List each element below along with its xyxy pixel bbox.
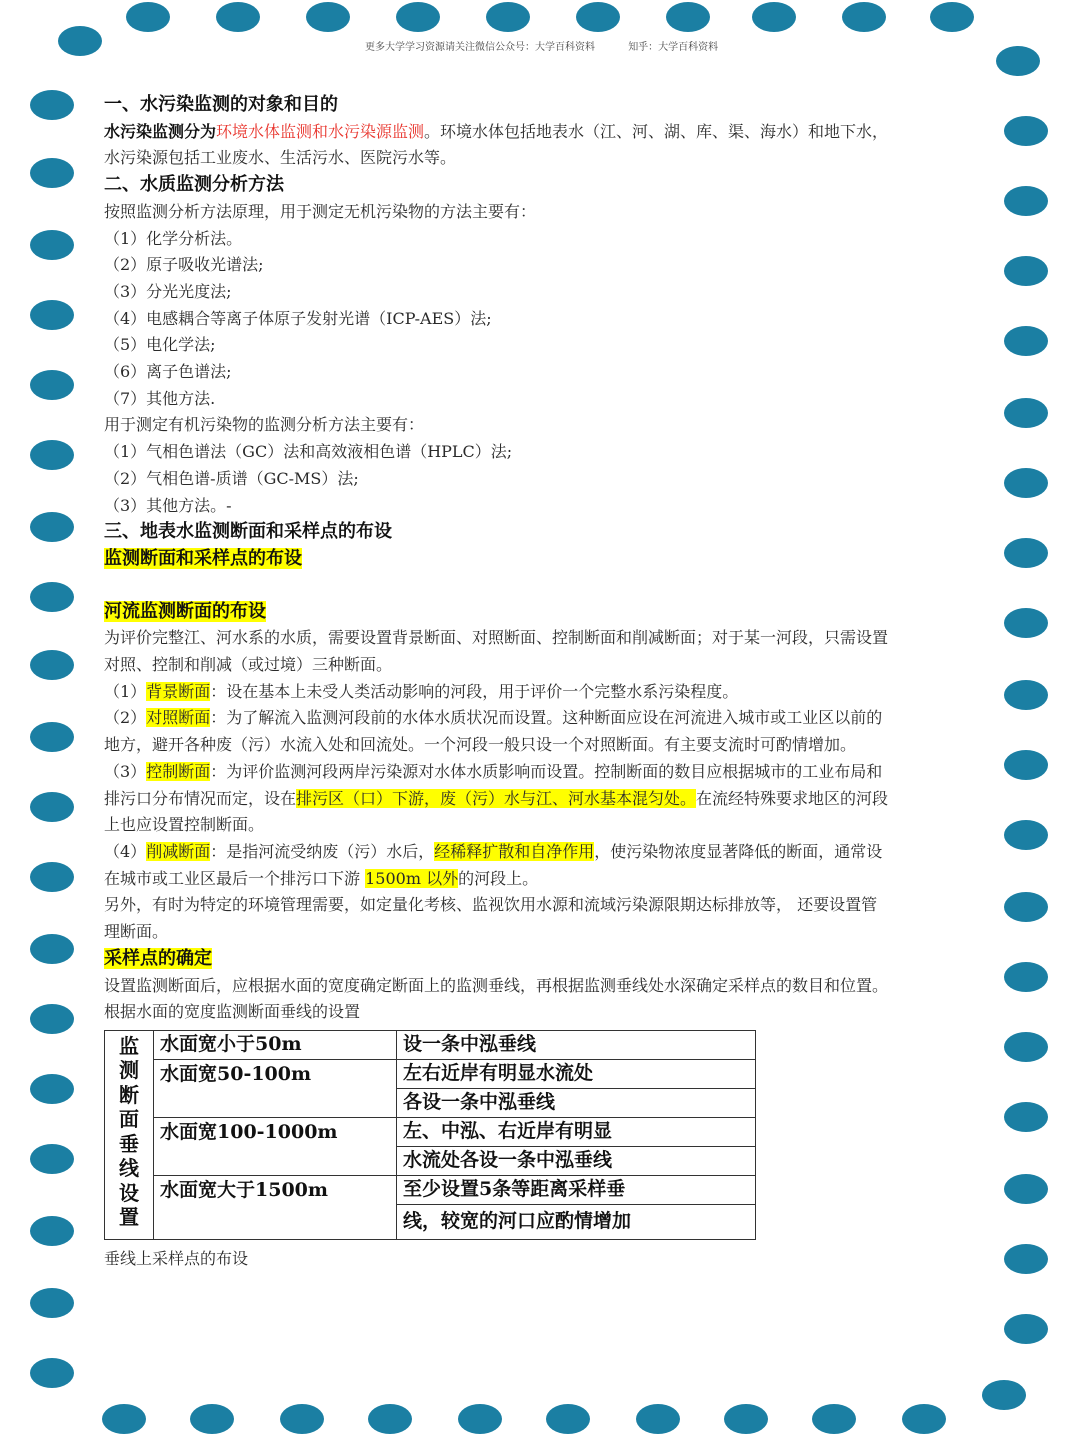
item-control-ref: [104, 705, 980, 732]
list-item: （2）原子吸收光谱法;: [104, 255, 264, 275]
organic-intro: 用于测定有机污染物的监测分析方法主要有：: [104, 415, 425, 435]
list-item: （2）气相色谱-质谱（GC-MS）法;: [104, 468, 359, 488]
border-dot: [30, 512, 74, 542]
subheading-sampling: 采样点的确定: [104, 947, 212, 969]
border-dot: [30, 90, 74, 120]
border-dot: [30, 300, 74, 330]
highlight-term: 控制断面: [146, 761, 211, 781]
footer-caption: 垂线上采样点的布设: [104, 1248, 249, 1268]
item-text-line: 上也应设置控制断面。: [104, 815, 265, 835]
list-item: （3）其他方法。-: [104, 495, 232, 515]
list-item: （7）其他方法.: [104, 388, 216, 408]
border-dot: [30, 722, 74, 752]
section-1-paragraph-2: 水污染源包括工业废水、生活污水、医院污水等。: [104, 148, 457, 168]
highlight-term: 对照断面: [146, 708, 211, 728]
border-dot: [1004, 1174, 1048, 1204]
header-right-text: 知乎：大学百科资料: [628, 42, 719, 53]
item-text: ，使污染物浓度显著降低的断面，通常设: [594, 841, 883, 861]
border-dot: [216, 2, 260, 32]
border-dot: [30, 1004, 74, 1034]
item-text: ：为评价监测河段两岸污染源对水体水质影响而设置。控制断面的数目应根据城市的工业布局和: [210, 761, 883, 781]
s1-lead: 水污染监测分为: [104, 121, 217, 141]
item-num: （2）: [104, 708, 147, 728]
border-dot: [1004, 256, 1048, 286]
border-dot: [1004, 538, 1048, 568]
table-cell-rule: 至少设置5条等距离采样垂: [397, 1175, 756, 1204]
border-dot: [30, 230, 74, 260]
border-dot: [666, 2, 710, 32]
item-text: ：为了解流入监测河段前的水体水质状况而设置。这种断面应设在河流进入城市或工业区以前的: [210, 708, 883, 728]
item-reduction: [104, 839, 980, 866]
side-char: 设: [119, 1180, 139, 1205]
border-dot: [458, 1404, 502, 1434]
border-dot: [812, 1404, 856, 1434]
side-char: 面: [119, 1107, 139, 1132]
sampling-paragraph-2: 根据水面的宽度监测断面垂线的设置: [104, 1002, 361, 1022]
border-dot: [752, 2, 796, 32]
border-dot: [724, 1404, 768, 1434]
highlight-term: 削减断面: [146, 841, 211, 861]
border-dot: [1004, 186, 1048, 216]
table-cell-rule: 各设一条中泓垂线: [397, 1088, 756, 1117]
border-dot: [30, 650, 74, 680]
border-dot: [1004, 1102, 1048, 1132]
table-cell-rule: 水流处各设一条中泓垂线: [397, 1146, 756, 1175]
border-dot: [996, 46, 1040, 76]
border-dot: [1004, 750, 1048, 780]
list-item: （1）气相色谱法（GC）法和高效液相色谱（HPLC）法;: [104, 442, 513, 462]
side-char: 线: [119, 1156, 139, 1181]
border-dot: [930, 2, 974, 32]
section-1-paragraph: [104, 119, 980, 146]
border-dot: [1004, 680, 1048, 710]
border-dot: [982, 1380, 1026, 1410]
table-cell-width: [154, 1088, 397, 1117]
border-dot: [1004, 1032, 1048, 1062]
border-dot: [636, 1404, 680, 1434]
border-dot: [1004, 962, 1048, 992]
border-dot: [306, 2, 350, 32]
vertical-line-table: [104, 1030, 756, 1240]
item-text: ：设在基本上未受人类活动影响的河段，用于评价一个完整水系污染程度。: [210, 681, 739, 701]
border-dot: [1004, 1314, 1048, 1344]
item-num: （1）: [104, 681, 147, 701]
highlight-phrase: 经稀释扩散和自净作用: [434, 841, 595, 861]
table-cell-width: [154, 1204, 397, 1239]
item-background: [104, 679, 980, 706]
document-body: [104, 92, 980, 1273]
section-1-title: 一、水污染监测的对象和目的: [104, 94, 338, 115]
border-dot: [396, 2, 440, 32]
river-intro: 为评价完整江、河水系的水质，需要设置背景断面、对照断面、控制断面和削减断面；对于某一河段，只需设置: [104, 628, 889, 648]
border-dot: [1004, 326, 1048, 356]
border-dot: [30, 440, 74, 470]
table-cell-rule: 设一条中泓垂线: [397, 1030, 756, 1059]
border-dot: [190, 1404, 234, 1434]
item-text-line: 地方，避开各种废（污）水流入处和回流处。一个河段一般只设一个对照断面。有主要支流时可酌情增加。: [104, 735, 857, 755]
border-dot: [842, 2, 886, 32]
border-dot: [1004, 608, 1048, 638]
highlight-phrase: 1500m 以外: [365, 868, 459, 888]
river-intro-2: 对照、控制和削减（或过境）三种断面。: [104, 655, 393, 675]
border-dot: [1004, 398, 1048, 428]
border-dot: [576, 2, 620, 32]
border-dot: [102, 1404, 146, 1434]
side-char: 监: [119, 1033, 139, 1058]
subheading-river: 河流监测断面的布设: [104, 600, 266, 622]
item-text: ：是指河流受纳废（污）水后，: [210, 841, 435, 861]
border-dot: [30, 158, 74, 188]
table-cell-rule: 左右近岸有明显水流处: [397, 1059, 756, 1088]
inorganic-intro: 按照监测分析方法原理，用于测定无机污染物的方法主要有：: [104, 201, 537, 221]
list-item: （5）电化学法;: [104, 335, 216, 355]
border-dot: [368, 1404, 412, 1434]
list-item: （6）离子色谱法;: [104, 362, 232, 382]
highlight-phrase: 排污区（口）下游，废（污）水与江、河水基本混匀处。: [296, 788, 697, 808]
side-char: 断: [119, 1082, 139, 1107]
table-cell-rule: 线，较宽的河口应酌情增加: [397, 1204, 756, 1239]
border-dot: [30, 1358, 74, 1388]
table-cell-width: [154, 1146, 397, 1175]
border-dot: [1004, 116, 1048, 146]
item-text-line: [104, 786, 980, 813]
table-cell-width: 水面宽大于1500m: [154, 1175, 397, 1204]
list-item: （1）化学分析法。: [104, 228, 243, 248]
border-dot: [58, 26, 102, 56]
page-header: [365, 38, 748, 53]
section-3-title: 三、地表水监测断面和采样点的布设: [104, 521, 392, 543]
item-text: 排污口分布情况而定，设在: [104, 788, 297, 808]
border-dot: [1004, 820, 1048, 850]
border-dot: [280, 1404, 324, 1434]
table-cell-rule: 左、中泓、右近岸有明显: [397, 1117, 756, 1146]
header-left-text: 更多大学学习资源请关注微信公众号：大学百科资料: [365, 42, 595, 53]
table-side-label: [105, 1030, 154, 1239]
border-dot: [30, 1074, 74, 1104]
border-dot: [486, 2, 530, 32]
border-dot: [30, 370, 74, 400]
border-dot: [126, 2, 170, 32]
side-char: 测: [119, 1058, 139, 1083]
table-cell-width: 水面宽50-100m: [154, 1059, 397, 1088]
border-dot: [546, 1404, 590, 1434]
sampling-paragraph: 设置监测断面后，应根据水面的宽度确定断面上的监测垂线，再根据监测垂线处水深确定采样点的数目和位置。: [104, 975, 889, 995]
s1-rest: 。环境水体包括地表水（江、河、湖、库、渠、海水）和地下水，: [424, 121, 889, 141]
border-dot: [902, 1404, 946, 1434]
highlight-term: 背景断面: [146, 681, 211, 701]
table-cell-width: 水面宽小于50m: [154, 1030, 397, 1059]
extra-paragraph-2: 理断面。: [104, 922, 169, 942]
item-control: [104, 759, 980, 786]
border-dot: [1004, 468, 1048, 498]
border-dot: [1004, 892, 1048, 922]
list-item: （4）电感耦合等离子体原子发射光谱（ICP-AES）法;: [104, 308, 492, 328]
list-item: （3）分光光度法;: [104, 281, 232, 301]
item-num: （3）: [104, 761, 147, 781]
border-dot: [30, 1216, 74, 1246]
item-text-line: [104, 866, 980, 893]
table-cell-width: 水面宽100-1000m: [154, 1117, 397, 1146]
extra-paragraph: 另外，有时为特定的环境管理需要，如定量化考核、监视饮用水源和流域污染源限期达标排放等， 还要设置管: [104, 895, 878, 915]
border-dot: [30, 1288, 74, 1318]
item-num: （4）: [104, 841, 147, 861]
item-text: 的河段上。: [458, 868, 539, 888]
border-dot: [30, 862, 74, 892]
border-dot: [30, 934, 74, 964]
border-dot: [30, 792, 74, 822]
side-char: 置: [119, 1205, 139, 1230]
border-dot: [30, 582, 74, 612]
item-text: 在流经特殊要求地区的河段: [696, 788, 889, 808]
s1-red-text: 环境水体监测和水污染源监测: [216, 121, 425, 141]
border-dot: [30, 1144, 74, 1174]
border-dot: [1004, 1244, 1048, 1274]
side-char: 垂: [119, 1131, 139, 1156]
subheading-layout: 监测断面和采样点的布设: [104, 547, 302, 569]
item-text: 在城市或工业区最后一个排污口下游: [104, 868, 366, 888]
section-2-title: 二、水质监测分析方法: [104, 174, 284, 196]
